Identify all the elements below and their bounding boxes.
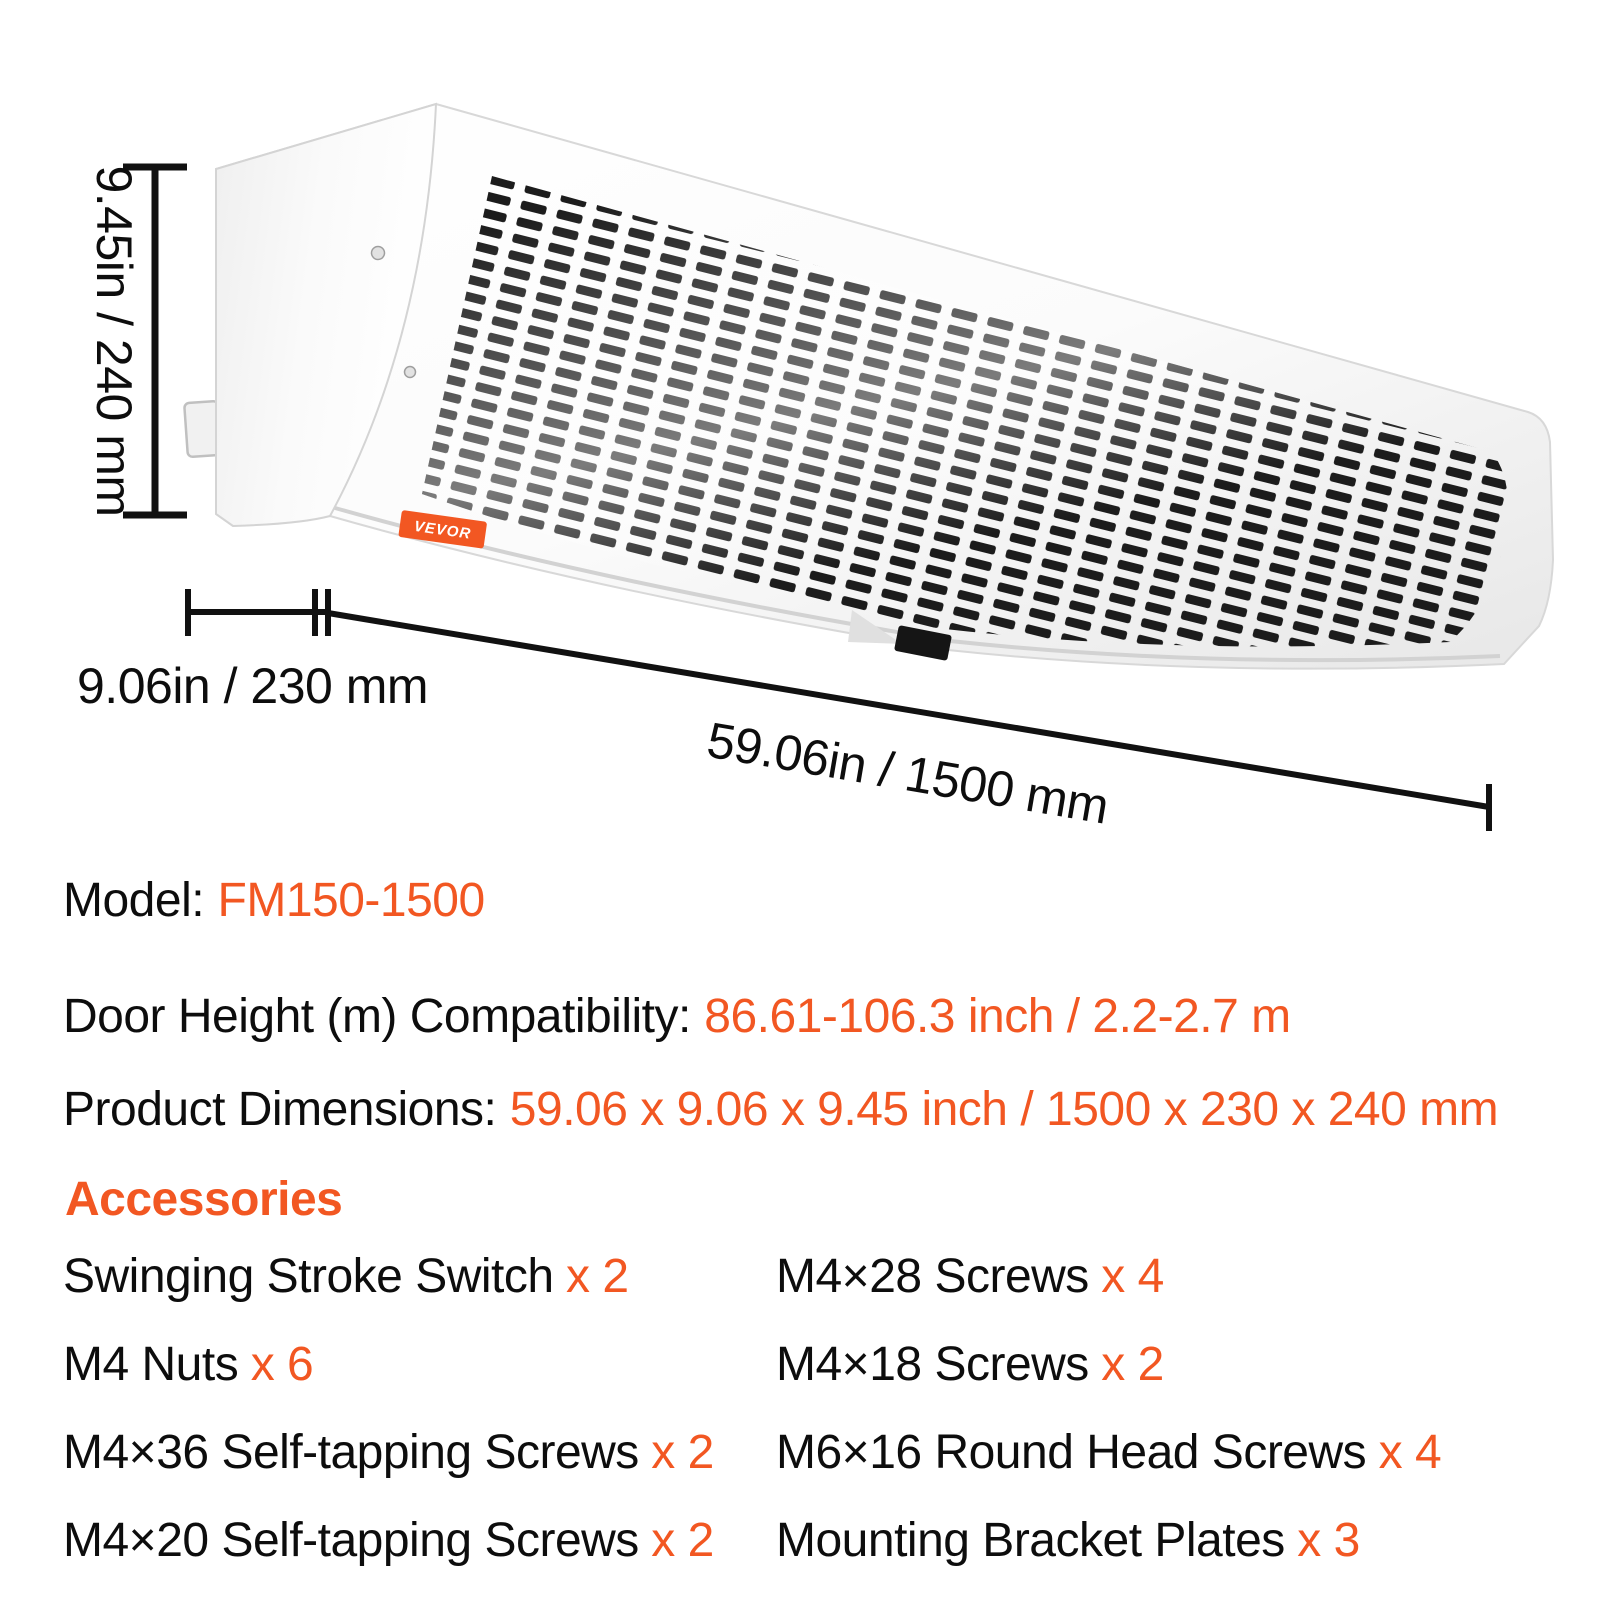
length-dimension-label: 59.06in / 1500 mm bbox=[703, 711, 1113, 835]
accessory-count: x 2 bbox=[651, 1514, 714, 1567]
accessory-name: M4 Nuts bbox=[63, 1338, 239, 1391]
accessory-name: M4×36 Self-tapping Screws bbox=[63, 1426, 639, 1479]
accessory-count: x 2 bbox=[651, 1426, 714, 1479]
product-dimensions-label: Product Dimensions: bbox=[63, 1083, 497, 1136]
depth-dimension-label: 9.06in / 230 mm bbox=[77, 658, 429, 714]
accessory-name: Mounting Bracket Plates bbox=[776, 1514, 1285, 1567]
accessory-name: M4×18 Screws bbox=[776, 1338, 1089, 1391]
door-height-value: 86.61-106.3 inch / 2.2-2.7 m bbox=[704, 990, 1291, 1043]
accessory-item bbox=[776, 1249, 1573, 1337]
accessory-count: x 6 bbox=[250, 1338, 314, 1391]
accessories-heading: Accessories bbox=[65, 1173, 343, 1226]
height-dimension-label: 9.45in / 240 mm bbox=[86, 165, 142, 517]
accessory-item bbox=[776, 1337, 1573, 1425]
product-dimensions-line bbox=[63, 1081, 1498, 1139]
accessory-count: x 3 bbox=[1297, 1514, 1360, 1567]
accessory-count: x 2 bbox=[566, 1250, 629, 1303]
accessory-name: M6×16 Round Head Screws bbox=[776, 1426, 1367, 1479]
end-cap-screw bbox=[372, 247, 385, 260]
end-cap-screw bbox=[405, 367, 416, 378]
accessory-count: x 4 bbox=[1101, 1250, 1164, 1303]
accessory-item bbox=[63, 1249, 776, 1337]
model-line bbox=[63, 872, 485, 930]
accessory-item bbox=[776, 1425, 1573, 1513]
accessory-count: x 2 bbox=[1101, 1338, 1164, 1391]
product-dimensions-value: 59.06 x 9.06 x 9.45 inch / 1500 x 230 x 240 mm bbox=[509, 1083, 1499, 1136]
door-height-line bbox=[63, 988, 1291, 1046]
accessory-item bbox=[63, 1425, 776, 1513]
accessory-item bbox=[776, 1513, 1573, 1601]
accessory-count: x 4 bbox=[1378, 1426, 1442, 1479]
accessory-item bbox=[63, 1337, 776, 1425]
model-label: Model: bbox=[63, 874, 205, 927]
accessory-name: M4×28 Screws bbox=[776, 1250, 1089, 1303]
brand-badge-label: VEVOR bbox=[412, 517, 473, 543]
accessory-name: Swinging Stroke Switch bbox=[63, 1250, 554, 1303]
accessory-item bbox=[63, 1513, 776, 1601]
model-value: FM150-1500 bbox=[217, 874, 485, 927]
depth-dimension bbox=[188, 589, 328, 636]
accessory-name: M4×20 Self-tapping Screws bbox=[63, 1514, 639, 1567]
door-height-label: Door Height (m) Compatibility: bbox=[63, 990, 691, 1043]
accessories-list bbox=[63, 1249, 1573, 1601]
